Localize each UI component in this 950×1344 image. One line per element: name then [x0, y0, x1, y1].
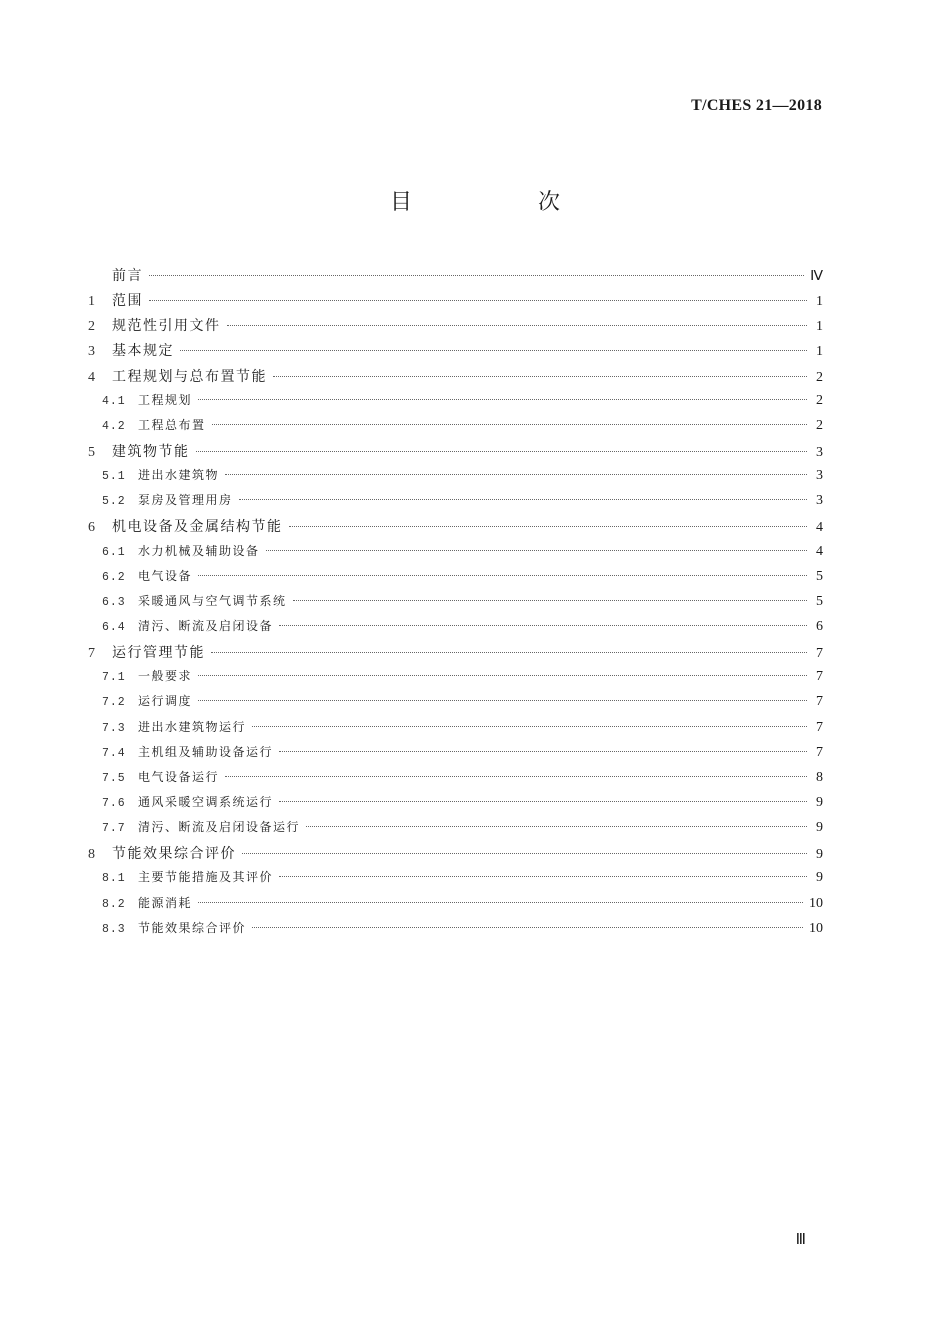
toc-entry-number: 8.1 [102, 872, 126, 886]
dot-leader [198, 902, 803, 903]
toc-entry-number: 7.5 [102, 771, 126, 785]
toc-entry[interactable] [88, 592, 823, 617]
toc-entry[interactable] [88, 718, 823, 743]
toc-entry-label: 电气设备 [138, 568, 193, 583]
toc-entry-label: 运行管理节能 [112, 645, 205, 662]
toc-entry-number: 6.4 [102, 620, 126, 634]
dot-leader [239, 499, 807, 500]
toc-entry-number: 5 [88, 444, 95, 460]
toc-entry-page: 3 [816, 493, 823, 509]
toc-entry-number: 8 [88, 847, 95, 863]
toc-entry[interactable] [88, 768, 823, 793]
toc-entry-page: 7 [816, 694, 823, 710]
toc-entry-page: 7 [816, 669, 823, 685]
toc-entry-page: 2 [816, 417, 823, 433]
toc-entry-label: 清污、断流及启闭设备运行 [138, 820, 301, 835]
dot-leader [149, 275, 804, 276]
toc-entry-page: 4 [816, 543, 823, 559]
dot-leader [180, 350, 807, 351]
toc-entry-page: 4 [816, 520, 823, 536]
toc-entry[interactable] [88, 567, 823, 592]
page-number: Ⅲ [795, 1232, 806, 1248]
toc-entry[interactable] [88, 340, 823, 365]
toc-entry[interactable] [88, 868, 823, 893]
dot-leader [211, 652, 807, 653]
dot-leader [252, 726, 807, 727]
toc-entry-page: 3 [816, 468, 823, 484]
toc-entry-label: 工程总布置 [138, 417, 206, 432]
toc-entry-number: 7.7 [102, 822, 126, 836]
toc-entry-number: 8.2 [102, 897, 126, 911]
dot-leader [279, 876, 807, 877]
toc-entry[interactable] [88, 366, 823, 391]
toc-entry-label: 机电设备及金属结构节能 [112, 519, 283, 536]
toc-entry[interactable] [88, 466, 823, 491]
toc-entry-page: 5 [816, 568, 823, 584]
toc-entry-page: 5 [816, 593, 823, 609]
toc-entry-label: 采暖通风与空气调节系统 [138, 593, 287, 608]
toc-entry[interactable] [88, 391, 823, 416]
toc-entry-label: 水力机械及辅助设备 [138, 543, 260, 558]
toc-entry-label: 运行调度 [138, 694, 193, 709]
dot-leader [196, 451, 808, 452]
dot-leader [279, 801, 807, 802]
toc-entry-number: 5.1 [102, 470, 126, 484]
toc-entry-page: 2 [816, 369, 823, 385]
toc-entry-label: 电气设备运行 [138, 769, 220, 784]
dot-leader [242, 853, 807, 854]
dot-leader [293, 600, 807, 601]
toc-entry[interactable] [88, 265, 823, 290]
toc-entry-number: 4.2 [102, 419, 126, 433]
toc-entry[interactable] [88, 818, 823, 843]
toc-entry-number: 4 [88, 369, 95, 385]
toc-entry-page: 7 [816, 646, 823, 662]
toc-entry-label: 工程规划 [138, 392, 193, 407]
toc-entry-label: 建筑物节能 [112, 443, 190, 460]
toc-entry-number: 5.2 [102, 495, 126, 509]
toc-entry-page: 7 [816, 744, 823, 760]
dot-leader [279, 751, 807, 752]
toc-entry-page: 9 [816, 794, 823, 810]
toc-entry[interactable] [88, 692, 823, 717]
toc-entry-page: 1 [816, 294, 823, 310]
toc-entry[interactable] [88, 491, 823, 516]
dot-leader [149, 300, 807, 301]
toc-entry-page: 6 [816, 618, 823, 634]
toc-entry-number: 8.3 [102, 922, 126, 936]
toc-entry-label: 通风采暖空调系统运行 [138, 794, 274, 809]
toc-entry[interactable] [88, 516, 823, 541]
toc-entry[interactable] [88, 843, 823, 868]
toc-entry[interactable] [88, 290, 823, 315]
toc-entry-label: 范围 [112, 293, 143, 310]
toc-entry[interactable] [88, 894, 823, 919]
standard-code: T/CHES 21—2018 [691, 97, 822, 114]
dot-leader [225, 474, 807, 475]
toc-entry[interactable] [88, 919, 823, 944]
toc-entry-number: 6.2 [102, 570, 126, 584]
dot-leader [266, 550, 807, 551]
toc-entry-label: 进出水建筑物运行 [138, 719, 247, 734]
toc-entry-number: 3 [88, 344, 95, 360]
toc-entry-page: 2 [816, 392, 823, 408]
toc-entry[interactable] [88, 642, 823, 667]
toc-entry[interactable] [88, 743, 823, 768]
toc-entry-number: 6.3 [102, 595, 126, 609]
table-of-contents [88, 265, 823, 944]
toc-title: 目 次 [389, 190, 612, 215]
dot-leader [198, 675, 807, 676]
toc-entry[interactable] [88, 441, 823, 466]
toc-entry-page: 7 [816, 719, 823, 735]
toc-entry-number: 7.3 [102, 721, 126, 735]
toc-entry-page: 8 [816, 769, 823, 785]
dot-leader [225, 776, 807, 777]
dot-leader [273, 376, 807, 377]
dot-leader [289, 526, 808, 527]
toc-entry-label: 前言 [112, 268, 143, 284]
toc-entry[interactable] [88, 542, 823, 567]
toc-entry-number: 2 [88, 319, 95, 335]
toc-entry[interactable] [88, 667, 823, 692]
toc-entry-page: 10 [809, 920, 823, 936]
dot-leader [212, 424, 807, 425]
toc-entry-number: 7 [88, 646, 95, 662]
dot-leader [252, 927, 803, 928]
toc-entry-label: 进出水建筑物 [138, 468, 220, 483]
toc-entry-page: 10 [809, 895, 823, 911]
toc-entry-label: 工程规划与总布置节能 [112, 368, 267, 385]
toc-entry-number: 6 [88, 520, 95, 536]
toc-entry-number: 4.1 [102, 394, 126, 408]
toc-entry-label: 能源消耗 [138, 895, 193, 910]
toc-entry-label: 节能效果综合评价 [138, 920, 247, 935]
toc-entry-label: 节能效果综合评价 [112, 846, 236, 863]
toc-entry-page: 1 [816, 319, 823, 335]
toc-entry[interactable] [88, 617, 823, 642]
toc-entry-label: 主要节能措施及其评价 [138, 870, 274, 885]
toc-entry-page: 1 [816, 344, 823, 360]
dot-leader [198, 399, 807, 400]
dot-leader [306, 826, 807, 827]
toc-entry-number: 1 [88, 294, 95, 310]
toc-entry-label: 主机组及辅助设备运行 [138, 744, 274, 759]
toc-entry-number: 7.6 [102, 796, 126, 810]
dot-leader [198, 700, 807, 701]
toc-entry[interactable] [88, 416, 823, 441]
dot-leader [198, 575, 807, 576]
toc-entry-page: 3 [816, 444, 823, 460]
toc-entry-number: 7.2 [102, 696, 126, 710]
toc-entry-label: 清污、断流及启闭设备 [138, 618, 274, 633]
toc-entry-page: Ⅳ [810, 269, 823, 284]
toc-entry-label: 泵房及管理用房 [138, 493, 233, 508]
toc-entry-number: 7.4 [102, 746, 126, 760]
toc-entry[interactable] [88, 315, 823, 340]
toc-entry-page: 9 [816, 847, 823, 863]
toc-entry-label: 一般要求 [138, 669, 193, 684]
toc-entry-page: 9 [816, 870, 823, 886]
toc-entry-label: 规范性引用文件 [112, 318, 221, 335]
dot-leader [279, 625, 807, 626]
toc-entry-page: 9 [816, 820, 823, 836]
toc-entry-number: 7.1 [102, 671, 126, 685]
dot-leader [227, 325, 808, 326]
toc-entry-label: 基本规定 [112, 343, 174, 360]
toc-entry-number: 6.1 [102, 545, 126, 559]
toc-entry[interactable] [88, 793, 823, 818]
